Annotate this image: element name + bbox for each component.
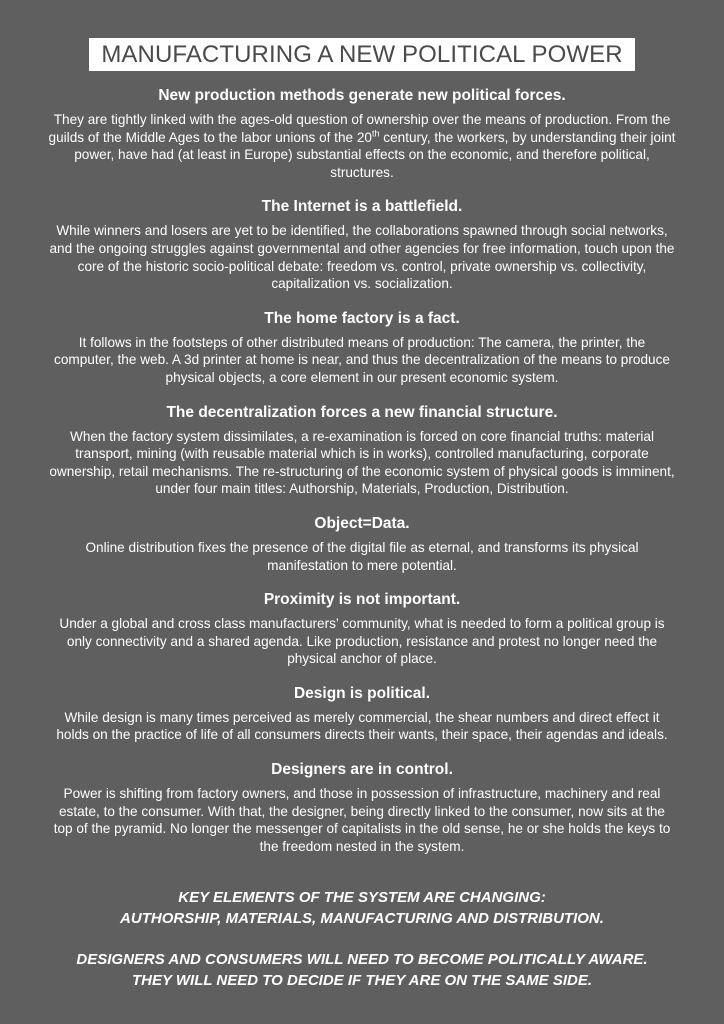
closing-statement-political-awareness — [48, 949, 676, 991]
section-heading: Designers are in control. — [271, 761, 453, 779]
section-body: While winners and losers are yet to be identified, the collaborations spawned through social networks, and the ongoing struggles against governmental and other agencies for free information, touch upon the core of the historic socio-political debate: freedom vs. control, private ownership vs. collectivity, capitalization vs. socialization. — [49, 223, 675, 292]
section-body: Online distribution fixes the presence of the digital file as eternal, and transforms its physical manifestation to mere potential. — [85, 539, 639, 573]
section-new-production-methods — [48, 86, 676, 181]
section-body — [48, 111, 676, 181]
closing-line: DESIGNERS AND CONSUMERS WILL NEED TO BECOME POLITICALLY AWARE. — [76, 951, 648, 969]
body-text-part: century, the workers, by understanding their joint power, have had (at least in Europe) substantial effects on the economic, and therefore political, structures. — [74, 129, 676, 180]
closing-line: THEY WILL NEED TO DECIDE IF THEY ARE ON THE SAME SIDE. — [131, 972, 593, 990]
section-heading: Design is political. — [293, 684, 431, 702]
section-body: Under a global and cross class manufacturers’ community, what is needed to form a political group is only connectivity and a shared agenda. Like production, resistance and protest no longer need the physical anchor of place. — [59, 616, 665, 667]
section-heading: The Internet is a battlefield. — [261, 198, 463, 216]
section-proximity — [48, 590, 676, 668]
section-internet-battlefield — [48, 197, 676, 292]
section-body: Power is shifting from factory owners, and those in possession of infrastructure, machinery and real estate, to the consumer. With that, the designer, being directly linked to the consumer, now sits at the top of the pyramid. No longer the messenger of capitalists in the old sense, he or she holds the keys to the freedom nested in the system. — [53, 786, 671, 854]
section-heading: Proximity is not important. — [263, 591, 461, 609]
title-banner — [48, 38, 676, 71]
body-text-part: They are tightly linked with the ages-old question of ownership over the means of production. From the guilds of the Middle Ages to the labor unions of the 20 — [48, 112, 671, 145]
section-body: When the factory system dissimilates, a re-examination is forced on core financial truths: material transport, mining (with reusable material which is in works), controlled manufacturing, corporate ownership, retail mechanisms. The re-structuring of the economic system of physical goods is imminent, under four main titles: Authorship, Materials, Production, Distribution. — [49, 428, 675, 497]
section-heading: New production methods generate new political forces. — [158, 87, 566, 104]
closing-statement-key-elements — [48, 887, 676, 929]
section-object-data — [48, 514, 676, 574]
section-decentralization — [48, 403, 676, 498]
section-heading: Object=Data. — [314, 514, 410, 532]
section-body: While design is many times perceived as merely commercial, the shear numbers and direct effect it holds on the practice of life of all consumers directs their wants, their space, their agendas and ideals. — [56, 709, 668, 743]
section-heading: The home factory is a fact. — [264, 309, 460, 327]
section-designers-control — [48, 760, 676, 855]
page-title: MANUFACTURING A NEW POLITICAL POWER — [89, 38, 634, 71]
section-design-political — [48, 684, 676, 744]
section-heading: The decentralization forces a new financial structure. — [166, 403, 558, 421]
closing-line: KEY ELEMENTS OF THE SYSTEM ARE CHANGING: — [178, 889, 546, 907]
section-body: It follows in the footsteps of other distributed means of production: The camera, the printer, the computer, the web. A 3d printer at home is near, and thus the decentralization of the means to produce physical objects, a core element in our present economic system. — [54, 334, 670, 385]
ordinal-superscript: th — [371, 128, 380, 139]
closing-line: AUTHORSHIP, MATERIALS, MANUFACTURING AND DISTRIBUTION. — [120, 910, 604, 928]
section-home-factory — [48, 309, 676, 387]
